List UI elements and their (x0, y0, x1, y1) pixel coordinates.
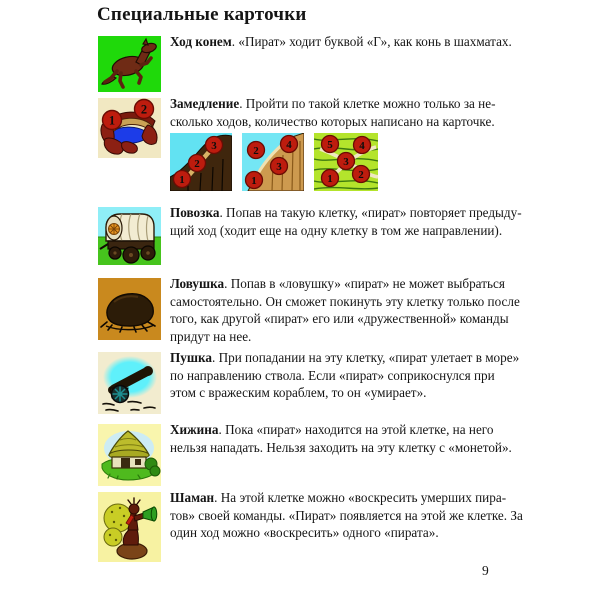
thatched-hut-card-icon (98, 424, 161, 486)
card-cannon-text (170, 349, 519, 402)
card-term: Повозка (170, 205, 220, 220)
dark-mountain-path-image (170, 133, 232, 191)
card-term: Шаман (170, 490, 215, 505)
card-line: этом с вражеским кораблем, то он «умирает». (170, 385, 427, 401)
number-circle (174, 171, 191, 188)
card-term: Замедление (170, 96, 240, 111)
card-line: один ход можно «воскресить» одного «пирата». (170, 525, 439, 541)
number-circle (246, 172, 263, 189)
number-circle (189, 155, 206, 172)
svg-text:2: 2 (253, 145, 259, 157)
card-slowdown-text (170, 95, 496, 130)
svg-text:1: 1 (108, 113, 116, 128)
shaman-card-icon (98, 492, 161, 562)
number-circle (354, 137, 371, 154)
page-number: 9 (482, 563, 489, 578)
svg-text:1: 1 (251, 175, 257, 187)
slowdown-example-cells (170, 133, 378, 191)
number-circle (206, 137, 223, 154)
svg-text:3: 3 (276, 161, 282, 173)
card-line: щий ход (ходит еще на одну клетку в том же направлении). (170, 222, 503, 238)
svg-text:2: 2 (358, 169, 364, 181)
number-circle (322, 170, 339, 187)
card-term: Хижина (170, 422, 219, 437)
card-line: Ловушка. Попав в «ловушку» «пират» не может выбраться (170, 276, 505, 291)
card-line: Замедление. Пройти по такой клетке можно только за не- (170, 96, 496, 111)
number-circle (338, 153, 355, 170)
card-hut-text (170, 421, 512, 456)
svg-text:2: 2 (194, 158, 200, 170)
card-line: придут на нее. (170, 328, 252, 344)
number-circle (281, 136, 298, 153)
card-knight-move-text (170, 33, 512, 51)
card-line: того, как другой «пират» его или «дружественной» команды (170, 311, 509, 327)
card-term: Ловушка (170, 276, 225, 291)
card-term: Ход конем (170, 34, 232, 49)
number-circle (135, 100, 154, 119)
svg-text:1: 1 (327, 173, 333, 185)
leaping-horse-card-icon (98, 36, 161, 92)
card-line: Повозка. Попав на такую клетку, «пират» повторяет предыду- (170, 205, 522, 220)
covered-wagon-card-icon (98, 207, 161, 265)
page-title: Специальные карточки (97, 4, 307, 25)
svg-text:2: 2 (140, 102, 148, 117)
svg-text:4: 4 (286, 139, 292, 151)
svg-text:5: 5 (327, 139, 333, 151)
card-line: Шаман. На этой клетке можно «воскресить умерших пира- (170, 490, 507, 505)
card-line: Пушка. При попадании на эту клетку, «пират улетает в море» (170, 350, 520, 365)
card-line: тов» своей команды. «Пират» появляется на этой же клетке. За (170, 507, 523, 523)
svg-text:4: 4 (359, 140, 365, 152)
card-term: Пушка (170, 350, 212, 365)
card-line: Хижина. Пока «пират» находится на этой клетке, на него (170, 422, 494, 437)
card-line: Ход конем. «Пират» ходит буквой «Г», как конь в шахматах. (170, 34, 512, 49)
card-line: самостоятельно. Он сможет покинуть эту клетку только после (170, 293, 520, 309)
light-mountain-path-image (242, 133, 304, 191)
svg-text:3: 3 (343, 156, 349, 168)
cannon-card-icon (98, 352, 161, 414)
number-circle (248, 142, 265, 159)
green-net-field-image (314, 133, 378, 191)
number-circle (271, 158, 288, 175)
card-shaman-text (170, 489, 523, 542)
pit-trap-card-icon (98, 278, 161, 340)
card-line: сколько ходов, количество которых написано на карточке. (170, 113, 495, 129)
card-line: нельзя нападать. Нельзя заходить на эту клетку с «монетой». (170, 439, 512, 455)
number-circle (322, 136, 339, 153)
card-line: по направлению ствола. Если «пират» соприкоснулся при (170, 367, 495, 383)
svg-text:3: 3 (211, 140, 217, 152)
number-circle (103, 111, 122, 130)
number-circle (353, 166, 370, 183)
card-wagon-text (170, 204, 522, 239)
stone-bridge-card-icon (98, 98, 161, 158)
card-trap-text (170, 275, 520, 345)
svg-text:1: 1 (179, 174, 185, 186)
